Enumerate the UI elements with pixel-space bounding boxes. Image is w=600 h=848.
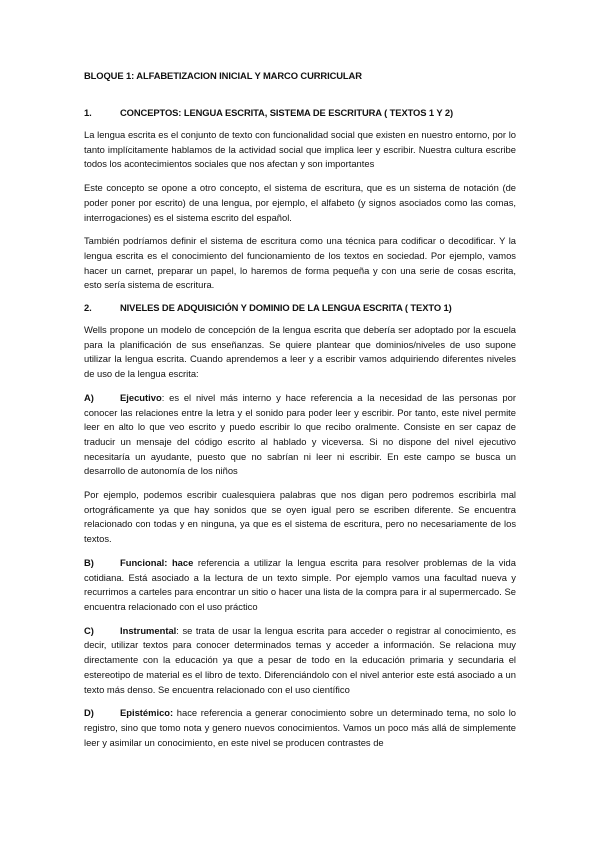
paragraph: La lengua escrita es el conjunto de texto con funcionalidad social que existen en nuestro entorno, por lo tanto implícitamente hablamos de la actividad social que implica leer y escribir. Nuestra cultura escribe todos los acontecimientos sociales que nos afectan y son importantes [84, 129, 516, 170]
item-text: referencia a utilizar la lengua escrita para resolver problemas de la vida cotidiana. Está asociado a la lectura de un texto simple. Por ejemplo vamos una facultad nueva y recurrimos a carteles para encontrar un sitio o hacer una lista de la compra para ir al supermercado. Se encuentra relacionado con el uso práctico [84, 556, 516, 612]
level-item-a [84, 391, 516, 479]
paragraph: Por ejemplo, podemos escribir cualesquiera palabras que nos digan pero podremos escribirla mal ortográficamente ya que hay sonidos que se oyen igual pero se escriben diferente. Se encuentra relacionado con todas y en ninguna, ya que es el sistema de escritura, pero no necesariamente de los textos. [84, 489, 516, 545]
section-number: 2. [84, 302, 92, 314]
item-term: Epistémico: [120, 707, 174, 719]
level-item-c [84, 624, 516, 698]
item-letter: C) [84, 624, 94, 636]
section-title: CONCEPTOS: LENGUA ESCRITA, SISTEMA DE ESCRITURA ( TEXTOS 1 Y 2) [120, 107, 453, 118]
item-term: Funcional: hace [120, 556, 194, 568]
level-item-b [84, 556, 516, 615]
section-title: NIVELES DE ADQUISICIÓN Y DOMINIO DE LA LENGUA ESCRITA ( TEXTO 1) [120, 302, 452, 314]
block-title: BLOQUE 1: ALFABETIZACION INICIAL Y MARCO CURRICULAR [84, 70, 362, 81]
section-number: 1. [84, 107, 92, 118]
item-letter: A) [84, 391, 94, 403]
level-item-d [84, 706, 516, 750]
paragraph: Este concepto se opone a otro concepto, el sistema de escritura, que es un sistema de notación (de poder poner por escrito) de una lengua, por ejemplo, el alfabeto (y signos asociados como las comas, interrogaciones) es el sistema escrito del español. [84, 182, 516, 223]
item-text: : es el nivel más interno y hace referencia a la necesidad de las personas por conocer las relaciones entre la letra y el sonido para poder leer y escribir. Por tanto, este nivel permite leer en alto lo que veo escrito y puedo escribir lo que recibo oralmente. Consiste en ser capaz de traducir un mensaje del código escrito al hablado y viceversa. Si no dispone del nivel ejecutivo necesitaría un ayudante, puesto que no sabrían ni leer ni escribir. En este campo se busca un desarrollo de autonomía de los niños [84, 391, 516, 477]
section-heading-2 [84, 302, 516, 313]
item-term: Ejecutivo [120, 391, 162, 403]
item-text: hace referencia a generar conocimiento sobre un determinado tema, no solo lo registro, sino que tomo nota y genero nuevos conocimientos. Vamos un poco más allá de simplemente leer y asimilar un conocimiento, en este nivel se producen contrastes de [84, 707, 516, 748]
item-term: Instrumental [120, 624, 177, 636]
paragraph: Wells propone un modelo de concepción de la lengua escrita que debería ser adoptado por la escuela para la planificación de sus enseñanzas. Se quiere plantear que dominios/niveles de uso supone utilizar la lengua escrita. Cuando aprendemos a leer y a escribir vamos adquiriendo diferentes niveles de uso de la lengua escrita: [84, 324, 516, 380]
paragraph: También podríamos definir el sistema de escritura como una técnica para codificar o decodificar. Y la lengua escrita es el conocimiento del funcionamiento de los textos en sociedad. Por ejemplo, vamos hacer un carnet, preparar un papel, lo haremos de forma pequeña y con una serie de cosas escrita, esto sería sistema de escritura. [84, 235, 516, 291]
item-letter: D) [84, 707, 94, 719]
item-text: : se trata de usar la lengua escrita para acceder o registrar al conocimiento, es decir, utilizar textos para conocer determinados temas y acceder a información. Se relaciona muy directamente con la educación ya que a pesar de todo en la educación primaria y secundaria el estereotipo de material es el libro de texto. Diferenciándolo con el nivel anterior este está asociado a un texto más denso. Se encuentra relacionado con el uso científico [84, 624, 516, 695]
item-letter: B) [84, 556, 94, 568]
section-heading-1 [84, 107, 516, 118]
